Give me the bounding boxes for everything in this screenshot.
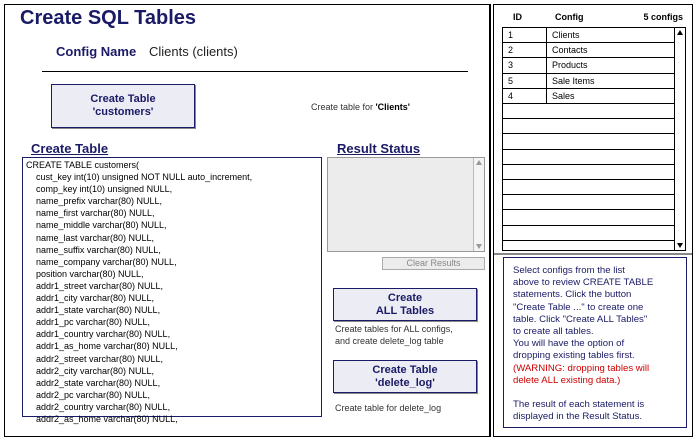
create-table-note (311, 101, 410, 113)
sql-line: name_last varchar(80) NULL, (26, 232, 155, 243)
config-id: 2 (508, 45, 514, 56)
delete-log-button-label-2: 'delete_log' (375, 376, 435, 389)
header-divider (42, 71, 468, 72)
scroll-down-icon[interactable] (476, 244, 482, 249)
config-name: Sale Items (552, 75, 595, 86)
create-table-button[interactable] (51, 84, 195, 128)
sql-line: name_first varchar(80) NULL, (26, 208, 155, 219)
scroll-up-icon[interactable] (476, 160, 482, 165)
config-name: Clients (552, 30, 580, 40)
sql-line: CREATE TABLE customers( (26, 160, 140, 170)
result-status-box[interactable] (327, 157, 485, 252)
config-list-empty-row[interactable] (503, 226, 676, 241)
create-table-button-label-1: Create Table (90, 93, 156, 105)
sql-line: addr1_country varchar(80) NULL, (26, 329, 171, 340)
help-text-line: Select configs from the list (513, 265, 625, 276)
sql-line: name_prefix varchar(80) NULL, (26, 196, 163, 207)
create-table-heading: Create Table (31, 141, 109, 156)
sql-line: addr1_street varchar(80) NULL, (26, 280, 164, 291)
sql-line: addr2_city varchar(80) NULL, (26, 365, 155, 376)
help-text-box (503, 257, 687, 428)
config-list-header (503, 8, 683, 26)
column-divider (546, 89, 547, 103)
sql-line: addr1_city varchar(80) NULL, (26, 293, 155, 304)
create-all-button-label-1: Create (387, 291, 423, 304)
sql-statement-box[interactable] (22, 157, 322, 424)
column-header-config[interactable]: Config (555, 12, 584, 22)
config-list-row[interactable] (503, 28, 676, 43)
config-list-empty-row[interactable] (503, 195, 676, 210)
sql-line: addr2_as_home varchar(80) NULL, (26, 413, 178, 424)
sql-line: addr2_country varchar(80) NULL, (26, 401, 171, 412)
result-status-heading: Result Status (337, 141, 421, 156)
sql-line: addr2_pc varchar(80) NULL, (26, 389, 151, 400)
help-text-line: (WARNING: dropping tables will (513, 362, 650, 374)
help-text-line: dropping existing tables first. (513, 350, 635, 362)
right-pane-divider (494, 253, 692, 255)
sql-line: addr2_state varchar(80) NULL, (26, 377, 161, 388)
create-all-button-label-2: ALL Tables (375, 304, 435, 317)
config-id: 5 (508, 75, 514, 86)
config-name: Sales (552, 90, 575, 101)
column-divider (546, 28, 547, 42)
create-table-note-prefix: Create table for (311, 102, 376, 112)
help-text-line: to create all tables. (513, 326, 594, 338)
sql-line: cust_key int(10) unsigned NOT NULL auto_increment, (26, 172, 253, 183)
config-list-empty-row[interactable] (503, 134, 676, 149)
sql-line: name_suffix varchar(80) NULL, (26, 244, 161, 255)
page-title: Create SQL Tables (20, 7, 196, 29)
column-divider (546, 58, 547, 72)
create-table-button-label-2: 'customers' (92, 106, 154, 118)
sql-line: name_middle varchar(80) NULL, (26, 220, 167, 231)
config-list-empty-row[interactable] (503, 180, 676, 195)
help-text-line: You will have the option of (513, 338, 625, 350)
sql-line: comp_key int(10) unsigned NULL, (26, 184, 173, 195)
column-header-id[interactable]: ID (513, 12, 522, 22)
help-text-line: table. Click "Create ALL Tables" (513, 313, 648, 325)
config-id: 4 (508, 90, 514, 101)
delete-log-button-label-1: Create Table (372, 363, 438, 376)
create-delete-log-button[interactable] (333, 360, 477, 393)
config-id: 3 (508, 60, 514, 71)
config-list-row[interactable] (503, 43, 676, 58)
scroll-down-icon[interactable] (677, 243, 683, 248)
create-all-note-line-1: Create tables for ALL configs, (335, 324, 453, 334)
help-spacer (513, 387, 680, 399)
delete-log-note: Create table for delete_log (335, 403, 442, 413)
clear-results-button[interactable]: Clear Results (382, 257, 485, 270)
help-text-line: above to review CREATE TABLE (513, 277, 654, 289)
help-text-line: delete ALL existing data.) (513, 374, 621, 386)
config-list-scrollbar[interactable] (674, 28, 685, 250)
sql-line: addr1_state varchar(80) NULL, (26, 305, 161, 316)
config-list-row[interactable] (503, 74, 676, 89)
config-list-empty-row[interactable] (503, 210, 676, 225)
create-all-note-line-2: and create delete_log table (335, 336, 444, 346)
config-list-row[interactable] (503, 89, 676, 104)
column-divider (546, 74, 547, 88)
config-list-empty-row[interactable] (503, 104, 676, 119)
config-list-empty-row[interactable] (503, 119, 676, 134)
create-table-note-config: 'Clients' (375, 102, 410, 112)
sql-line: addr1_as_home varchar(80) NULL, (26, 341, 178, 352)
result-scrollbar[interactable] (473, 158, 484, 251)
config-count: 5 configs (643, 12, 683, 22)
config-list[interactable] (502, 27, 686, 251)
sql-line: name_company varchar(80) NULL, (26, 256, 177, 267)
scroll-up-icon[interactable] (677, 30, 683, 35)
column-divider (546, 43, 547, 57)
help-text-line: displayed in the Result Status. (513, 411, 643, 423)
config-list-empty-row[interactable] (503, 150, 676, 165)
config-name: Contacts (552, 45, 588, 56)
config-id: 1 (508, 30, 514, 40)
create-all-note (335, 323, 453, 347)
create-all-tables-button[interactable] (333, 288, 477, 321)
sql-line: addr2_street varchar(80) NULL, (26, 353, 164, 364)
sql-line: position varchar(80) NULL, (26, 268, 144, 279)
config-list-row[interactable] (503, 58, 676, 73)
config-name-label: Config Name (56, 44, 137, 59)
help-text-line: "Create Table ..." to create one (513, 301, 644, 313)
config-name: Products (552, 60, 588, 71)
help-text-line: The result of each statement is (513, 399, 645, 411)
sql-line: addr1_pc varchar(80) NULL, (26, 317, 151, 328)
config-name-value: Clients (clients) (149, 44, 238, 59)
help-text-line: statements. Click the button (513, 289, 632, 301)
config-list-empty-row[interactable] (503, 165, 676, 180)
